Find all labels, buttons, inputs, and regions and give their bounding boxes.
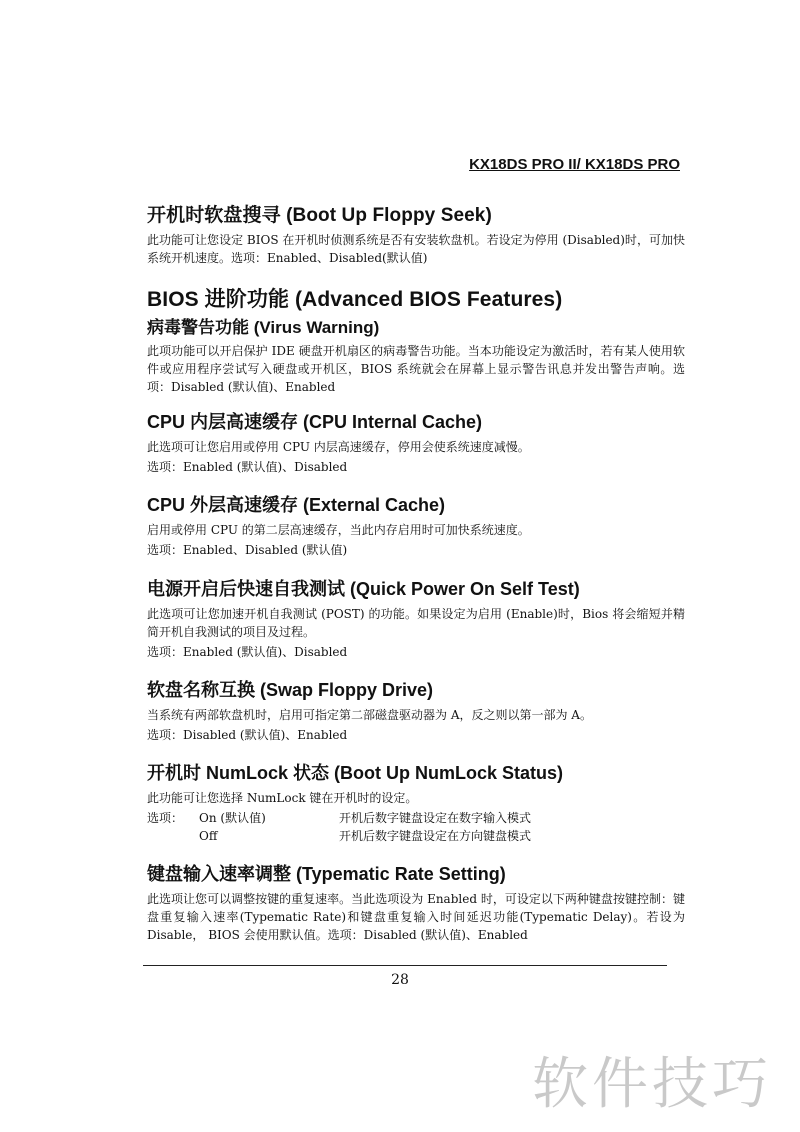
running-header: KX18DS PRO II/ KX18DS PRO [469,156,680,173]
section-title: 开机时软盘搜寻 (Boot Up Floppy Seek) [147,205,492,226]
section-boot-floppy-seek [147,200,685,267]
section-options: 选项：Enabled (默认值)、Disabled [147,645,348,659]
section-description: 启用或停用 CPU 的第二层高速缓存，当此内存启用时可加快系统速度。 [147,523,530,537]
option-row-on [147,809,685,827]
section-numlock-status [147,759,685,845]
section-description: 此功能可让您选择 NumLock 键在开机时的设定。 [147,791,418,805]
options-label: 选项： [147,811,184,825]
section-options: 选项：Enabled、Disabled (默认值) [147,543,348,557]
section-title: 电源开启后快速自我测试 (Quick Power On Self Test) [147,579,580,599]
option-meaning: 开机后数字键盘设定在数字输入模式 [339,811,532,825]
section-description: 此功能可让您设定 BIOS 在开机时侦测系统是否有安装软盘机。若设定为停用 (Disabled)时，可加快系统开机速度。选项：Enabled、Disabled(默认值) [147,233,685,265]
section-cpu-internal-cache [147,408,685,476]
page-number: 28 [391,972,409,988]
section-title: CPU 内层高速缓存 (CPU Internal Cache) [147,412,483,432]
section-title: 软盘名称互换 (Swap Floppy Drive) [147,680,434,700]
section-swap-floppy [147,676,685,744]
section-title: 病毒警告功能 (Virus Warning) [147,318,380,337]
section-external-cache [147,491,685,559]
section-description: 此选项让您可以调整按键的重复速率。当此选项设为 Enabled 时，可设定以下两种键盘按键控制：键盘重复输入速率(Typematic Rate)和键盘重复输入时间延迟功能(Typematic Delay)。若设为 Disable， BIOS 会使用默认值。选项：Disabled (默认值)、Enabled [147,892,685,942]
option-value: Off [199,829,218,843]
option-meaning: 开机后数字键盘设定在方向键盘模式 [339,829,532,843]
section-title: CPU 外层高速缓存 (External Cache) [147,495,446,515]
section-title: 开机时 NumLock 状态 (Boot Up NumLock Status) [147,763,564,783]
section-quick-post [147,575,685,661]
section-typematic-rate [147,860,685,944]
option-value: On (默认值) [199,811,266,825]
section-title: 键盘输入速率调整 (Typematic Rate Setting) [147,864,506,884]
section-description: 此项功能可以开启保护 IDE 硬盘开机扇区的病毒警告功能。当本功能设定为激活时，若有某人使用软件或应用程序尝试写入硬盘或开机区，BIOS 系统就会在屏幕上显示警告讯息并发出警告声响。选项：Disabled (默认值)、Enabled [147,344,685,394]
section-virus-warning [147,313,685,396]
chapter-title: BIOS 进阶功能 (Advanced BIOS Features) [147,288,563,311]
watermark-text: 软件技巧 [532,1052,772,1117]
section-description: 此选项可让您启用或停用 CPU 内层高速缓存，停用会使系统速度减慢。 [147,440,530,454]
section-description: 当系统有两部软盘机时，启用可指定第二部磁盘驱动器为 A，反之则以第一部为 A。 [147,708,592,722]
section-description: 此选项可让您加速开机自我测试 (POST) 的功能。如果设定为启用 (Enable)时，Bios 将会缩短并精简开机自我测试的项目及过程。 [147,607,685,639]
section-options: 选项：Enabled (默认值)、Disabled [147,460,348,474]
option-row-off [147,827,685,845]
footer-rule [143,965,667,966]
chapter-heading [147,283,685,313]
section-options: 选项：Disabled (默认值)、Enabled [147,728,348,742]
